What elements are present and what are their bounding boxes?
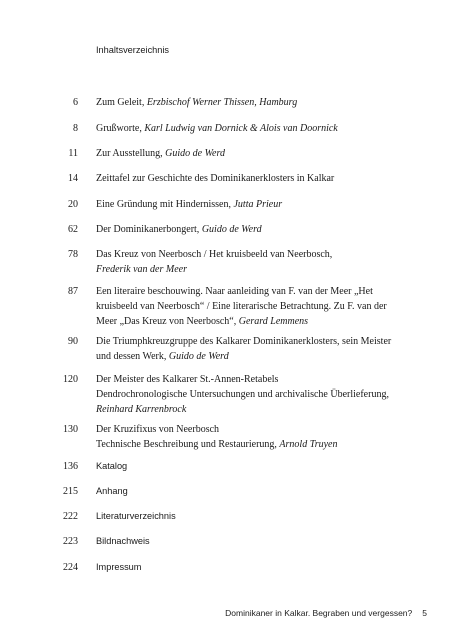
toc-title-line xyxy=(96,334,441,349)
toc-author: Erzbischof Werner Thissen, Hamburg xyxy=(146,97,298,108)
toc-title-line xyxy=(96,121,441,136)
toc-title-text: Der Kruzifixus von Neerbosch xyxy=(96,424,220,435)
toc-title-text: Impressum xyxy=(96,562,142,572)
toc-title-text: Bildnachweis xyxy=(96,536,150,546)
toc-page-number: 8 xyxy=(73,123,78,134)
toc-title xyxy=(96,534,441,549)
toc-page-number: 14 xyxy=(68,173,78,184)
toc-title xyxy=(96,95,441,110)
toc-title-line xyxy=(96,422,441,437)
toc-page-number: 6 xyxy=(73,97,78,108)
toc-title xyxy=(96,372,441,417)
toc-page-number: 87 xyxy=(68,286,78,297)
toc-title-text: Zum Geleit, xyxy=(96,97,147,108)
toc-title-line xyxy=(96,560,441,575)
toc-title xyxy=(96,197,441,212)
toc-title-text: Das Kreuz von Neerbosch / Het kruisbeeld van Neerbosch, xyxy=(96,249,333,260)
page-title: Inhaltsverzeichnis xyxy=(96,45,170,55)
toc-page-number: 130 xyxy=(63,424,78,435)
toc-title-text: Der Meister des Kalkarer St.-Annen-Retabels xyxy=(96,374,279,385)
toc-title xyxy=(96,484,441,499)
toc-title-line xyxy=(96,484,441,499)
toc-title xyxy=(96,247,441,277)
toc-title-text: Technische Beschreibung und Restaurierung, xyxy=(96,439,280,450)
toc-title xyxy=(96,284,441,329)
toc-title-line xyxy=(96,299,441,314)
toc-title-line xyxy=(96,222,441,237)
toc-title-line xyxy=(96,437,441,452)
toc-author: Arnold Truyen xyxy=(279,439,338,450)
toc-title xyxy=(96,509,441,524)
toc-title xyxy=(96,334,441,364)
toc-title-text: Een literaire beschouwing. Naar aanleiding van F. van der Meer „Het xyxy=(96,286,373,297)
toc-title-line xyxy=(96,284,441,299)
toc-title-text: Zeittafel zur Geschichte des Dominikanerklosters in Kalkar xyxy=(96,173,335,184)
toc-page-number: 20 xyxy=(68,199,78,210)
toc-author: Guido de Werd xyxy=(201,224,262,235)
toc-author: Jutta Prieur xyxy=(233,199,283,210)
toc-title-text: Literaturverzeichnis xyxy=(96,511,176,521)
toc-title-text: Katalog xyxy=(96,461,128,471)
toc-title-text: Meer „Das Kreuz von Neerbosch“, xyxy=(96,316,239,327)
toc-page-number: 224 xyxy=(63,562,78,573)
toc-title-line xyxy=(96,314,441,329)
toc-title-line xyxy=(96,197,441,212)
toc-title-line xyxy=(96,349,441,364)
toc-title-text: Zur Ausstellung, xyxy=(96,148,166,159)
toc-author: Gerard Lemmens xyxy=(238,316,309,327)
toc-title-line xyxy=(96,459,441,474)
toc-title-text: Dendrochronologische Untersuchungen und archivalische Überlieferung, xyxy=(96,389,389,400)
toc-title-line xyxy=(96,372,441,387)
toc-page-number: 222 xyxy=(63,511,78,522)
toc-page-number: 62 xyxy=(68,224,78,235)
page-footer xyxy=(225,608,427,618)
toc-title xyxy=(96,560,441,575)
toc-title xyxy=(96,459,441,474)
toc-title-text: Eine Gründung mit Hindernissen, xyxy=(96,199,234,210)
toc-title-line xyxy=(96,146,441,161)
toc-title-text: und dessen Werk, xyxy=(96,351,169,362)
toc-title xyxy=(96,222,441,237)
footer-page-number: 5 xyxy=(422,608,427,618)
toc-title-line xyxy=(96,387,441,402)
toc-author: Reinhard Karrenbrock xyxy=(96,404,187,415)
toc-title-text: Die Triumphkreuzgruppe des Kalkarer Dominikanerklosters, sein Meister xyxy=(96,336,392,347)
toc-title-line xyxy=(96,171,441,186)
toc-page-number: 11 xyxy=(68,148,78,159)
toc-author: Karl Ludwig van Dornick & Alois van Doornick xyxy=(144,123,338,134)
toc-page-number: 120 xyxy=(63,374,78,385)
toc-title-line xyxy=(96,402,441,417)
toc-title-text: kruisbeeld van Neerbosch“ / Eine literarische Betrachtung. Zu F. van der xyxy=(96,301,387,312)
toc-title xyxy=(96,171,441,186)
toc-title xyxy=(96,422,441,452)
toc-title-line xyxy=(96,247,441,262)
toc-author: Guido de Werd xyxy=(165,148,225,159)
toc-title-text: Der Dominikanerbongert, xyxy=(96,224,202,235)
toc-title-line xyxy=(96,95,441,110)
toc-page-number: 215 xyxy=(63,486,78,497)
toc-page-number: 78 xyxy=(68,249,78,260)
toc-title-line xyxy=(96,534,441,549)
toc-title-line xyxy=(96,262,441,277)
footer-title: Dominikaner in Kalkar. Begraben und vergessen? xyxy=(225,608,413,618)
toc-page-number: 223 xyxy=(63,536,78,547)
toc-title xyxy=(96,121,441,136)
toc-title xyxy=(96,146,441,161)
toc-author: Frederik van der Meer xyxy=(96,264,187,275)
toc-title-text: Anhang xyxy=(96,486,128,496)
toc-title-line xyxy=(96,509,441,524)
toc-page-number: 90 xyxy=(68,336,78,347)
toc-title-text: Grußworte, xyxy=(96,123,145,134)
toc-author: Guido de Werd xyxy=(168,351,229,362)
toc-page-number: 136 xyxy=(63,461,78,472)
